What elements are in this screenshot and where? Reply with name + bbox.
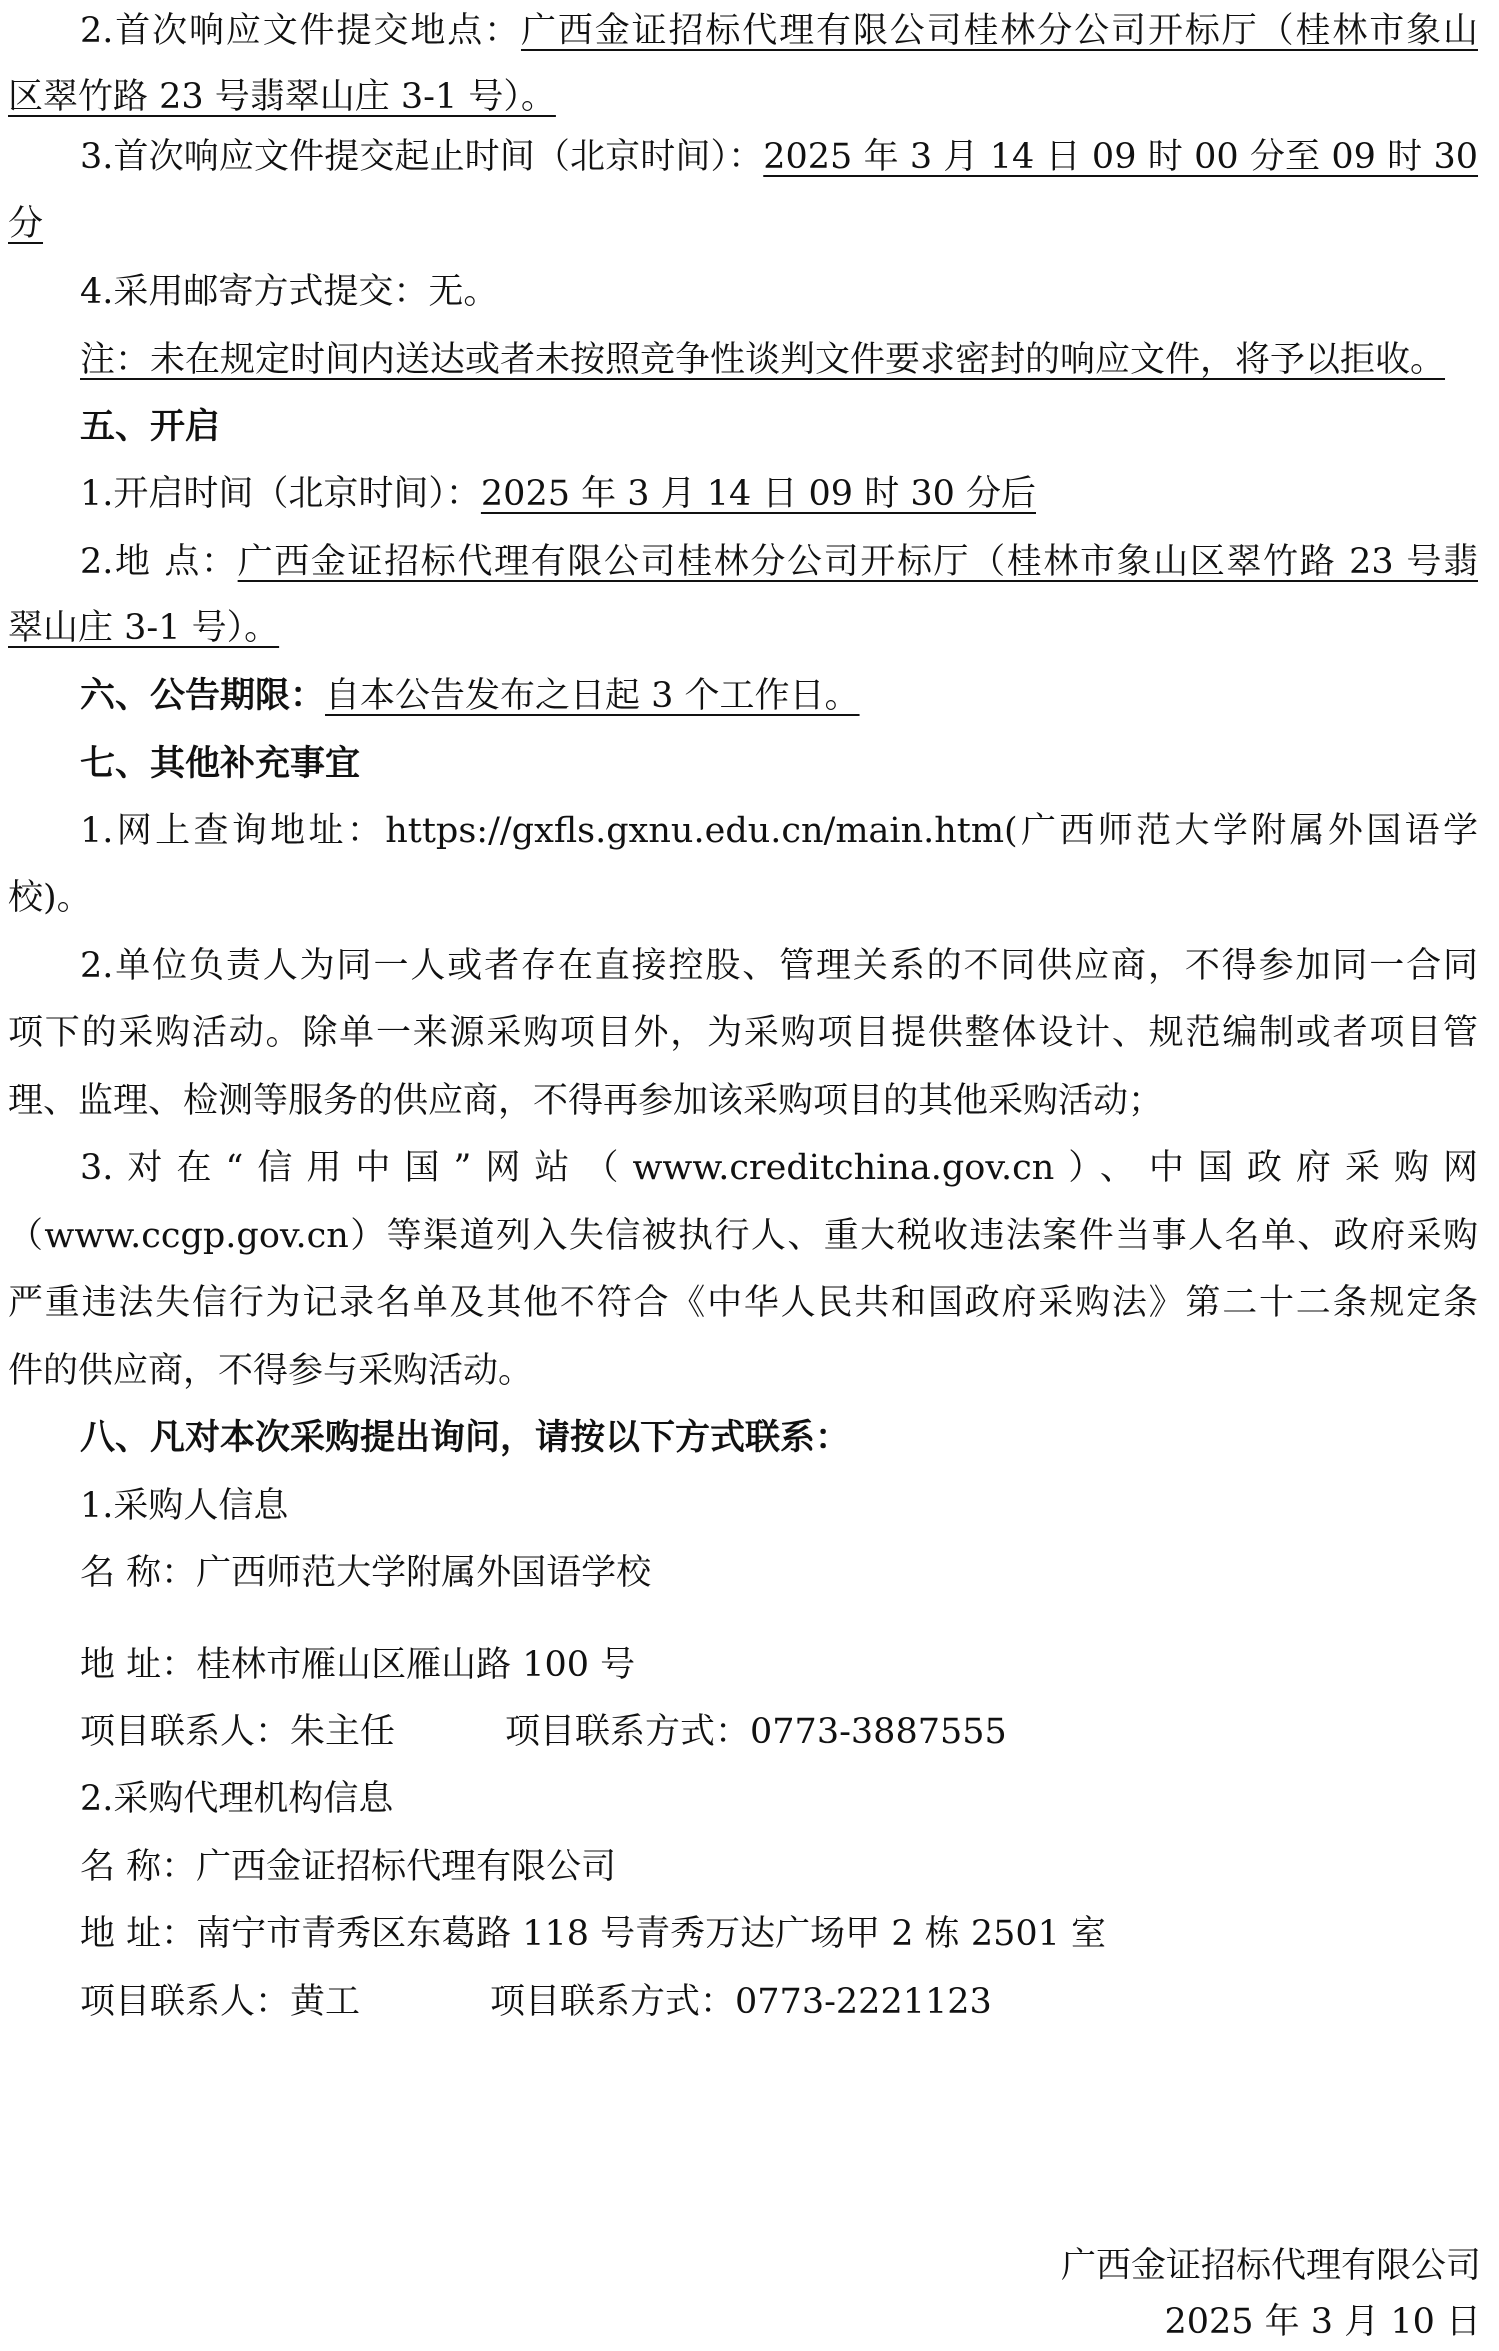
footer-date: 2025 年 3 月 10 日 (1164, 2302, 1481, 2342)
paragraph-2-line-2: 项下的采购活动。除单一来源采购项目外，为采购项目提供整体设计、规范编制或者项目管 (8, 1013, 1478, 1053)
opening-location-value: 广西金证招标代理有限公司桂林分公司开标厅（桂林市象山区翠竹路 23 号翡 (237, 542, 1478, 582)
agent-address: 地 址：南宁市青秀区东葛路 118 号青秀万达广场甲 2 栋 2501 室 (80, 1914, 1107, 1954)
purchaser-phone: 项目联系方式：0773-3887555 (505, 1712, 1007, 1752)
agent-phone: 项目联系方式：0773-2221123 (490, 1982, 992, 2022)
opening-location-line: 2.地 点：广西金证招标代理有限公司桂林分公司开标厅（桂林市象山区翠竹路 23 号翡 (80, 542, 1478, 582)
query-address-line: 1.网上查询地址：https://gxfls.gxnu.edu.cn/main.htm(广西师范大学附属外国语学 (80, 811, 1478, 851)
rejection-note: 注：未在规定时间内送达或者未按照竞争性谈判文件要求密封的响应文件，将予以拒收。 (80, 340, 1446, 380)
paragraph-2-line-1: 2.单位负责人为同一人或者存在直接控股、管理关系的不同供应商，不得参加同一合同 (80, 946, 1478, 986)
paragraph-3-line-1: 3.对在“信用中国”网站（www.creditchina.gov.cn）、中国政府采购网 (80, 1148, 1478, 1188)
submission-time-line-2: 分 (8, 204, 44, 244)
opening-time-value: 2025 年 3 月 14 日 09 时 30 分后 (480, 474, 1036, 514)
submission-time-line: 3.首次响应文件提交起止时间（北京时间）：2025 年 3 月 14 日 09 时 00 分至 09 时 30 (80, 137, 1479, 177)
submission-location-line-2: 区翠竹路 23 号翡翠山庄 3-1 号）。 (8, 77, 556, 117)
agent-contact-person: 项目联系人：黄工 (80, 1982, 361, 2022)
notice-period-line (80, 671, 860, 721)
mail-submission-line: 4.采用邮寄方式提交：无。 (80, 272, 499, 312)
paragraph-3-line-4: 件的供应商，不得参与采购活动。 (8, 1351, 534, 1391)
section-8-heading: 八、凡对本次采购提出询问，请按以下方式联系： (80, 1418, 851, 1458)
purchaser-contact-line (80, 1707, 1007, 1757)
opening-location-line-2: 翠山庄 3-1 号）。 (8, 608, 280, 648)
section-6-heading: 六、公告期限： (80, 676, 326, 716)
submission-time-value: 2025 年 3 月 14 日 09 时 00 分至 09 时 30 (763, 137, 1479, 177)
section-7-heading: 七、其他补充事宜 (80, 744, 361, 784)
section-5-heading: 五、开启 (80, 407, 221, 447)
paragraph-3-line-2: （www.ccgp.gov.cn）等渠道列入失信被执行人、重大税收违法案件当事人名单、政府采购 (8, 1216, 1478, 1256)
purchaser-address: 地 址：桂林市雁山区雁山路 100 号 (80, 1645, 636, 1685)
paragraph-2-line-3: 理、监理、检测等服务的供应商，不得再参加该采购项目的其他采购活动； (8, 1081, 1164, 1121)
purchaser-info-title: 1.采购人信息 (80, 1486, 289, 1526)
submission-location-line: 2.首次响应文件提交地点：广西金证招标代理有限公司桂林分公司开标厅（桂林市象山 (80, 11, 1478, 51)
footer-company: 广西金证招标代理有限公司 (1060, 2246, 1481, 2286)
agent-contact-line (80, 1977, 992, 2027)
submission-location-value: 广西金证招标代理有限公司桂林分公司开标厅（桂林市象山 (520, 11, 1478, 51)
query-address-line-2: 校)。 (8, 878, 92, 918)
paragraph-3-line-3: 严重违法失信行为记录名单及其他不符合《中华人民共和国政府采购法》第二十二条规定条 (8, 1283, 1478, 1323)
agent-name: 名 称：广西金证招标代理有限公司 (80, 1847, 617, 1887)
purchaser-name: 名 称：广西师范大学附属外国语学校 (80, 1553, 652, 1593)
notice-period-value: 自本公告发布之日起 3 个工作日。 (325, 676, 860, 716)
purchaser-contact-person: 项目联系人：朱主任 (80, 1712, 396, 1752)
agent-info-title: 2.采购代理机构信息 (80, 1779, 394, 1819)
opening-time-line: 1.开启时间（北京时间）：2025 年 3 月 14 日 09 时 30 分后 (80, 474, 1036, 514)
